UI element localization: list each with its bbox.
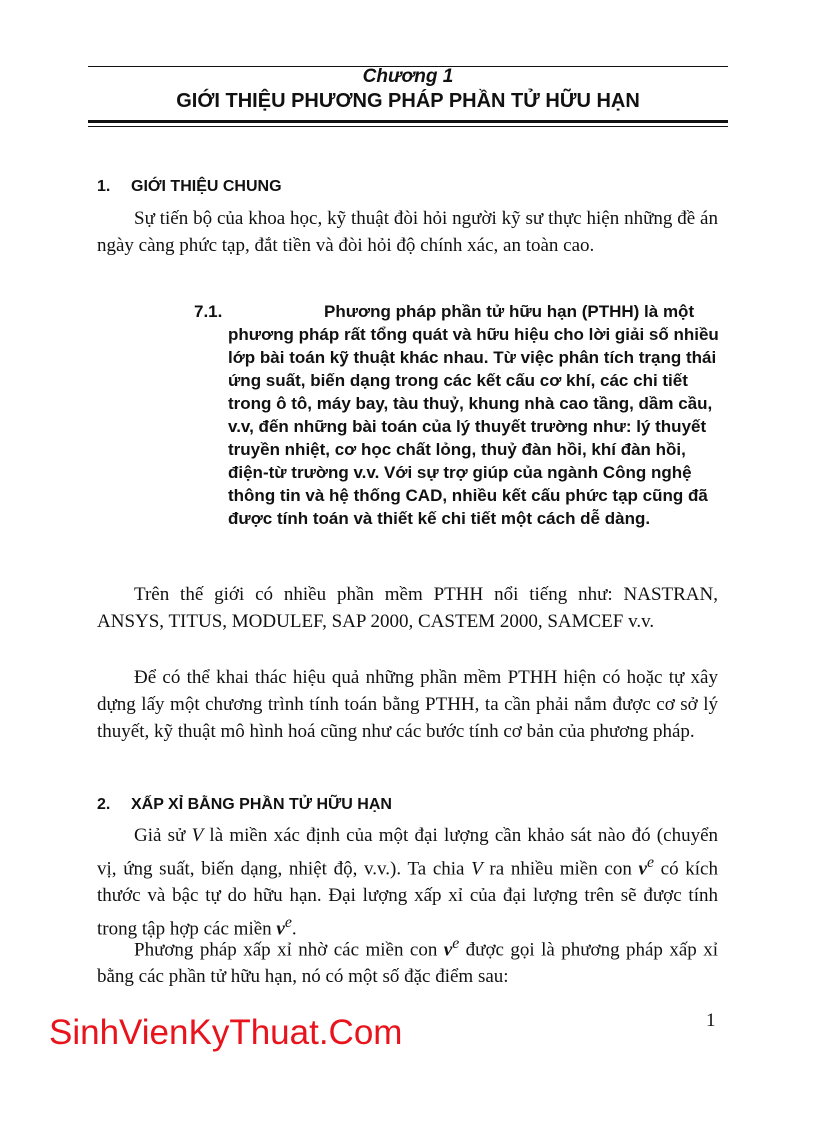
section-1-paragraph-3: Để có thể khai thác hiệu quả những phần mềm PTHH hiện có hoặc tự xây dựng lấy một chương trình tính toán bằng PTHH, ta cần phải nắm được cơ sở lý thuyết, kỹ thuật mô hình hoá cũng như các bước tính cơ bản của phương pháp.	[97, 667, 718, 742]
numbered-item-label: 7.1.	[194, 302, 223, 321]
watermark-text: SinhVienKyThuat.Com	[49, 1013, 403, 1052]
header-rule-thick	[88, 120, 728, 123]
section-2-title: XẤP XỈ BẰNG PHẦN TỬ HỮU HẠN	[131, 796, 392, 813]
section-2-number: 2.	[97, 796, 111, 813]
numbered-item-7-1	[194, 300, 719, 530]
section-1-paragraph-1: Sự tiến bộ của khoa học, kỹ thuật đòi hỏi người kỹ sư thực hiện những đề án ngày càng phức tạp, đắt tiền và đòi hỏi độ chính xác, an toàn cao.	[97, 208, 718, 256]
section-2-heading	[97, 796, 392, 814]
section-1-number: 1.	[97, 178, 111, 195]
section-1-title: GIỚI THIỆU CHUNG	[131, 178, 282, 195]
chapter-label: Chương 1	[362, 66, 454, 87]
numbered-item-text: Phương pháp phần tử hữu hạn (PTHH) là một phương pháp rất tổng quát và hữu hiệu cho lời giải số nhiều lớp bài toán kỹ thuật khác nhau. Từ việc phân tích trạng thái ứng suất, biến dạng trong các kết cấu cơ khí, các chi tiết trong ô tô, máy bay, tàu thuỷ, khung nhà cao tầng, dầm cầu, v.v, đến những bài toán của lý thuyết trường như: lý thuyết truyền nhiệt, cơ học chất lỏng, thuỷ đàn hồi, khí đàn hồi, điện-từ trường v.v. Với sự trợ giúp của ngành Công nghệ thông tin và hệ thống CAD, nhiều kết cấu phức tạp cũng đã được tính toán và thiết kế chi tiết một cách dễ dàng.	[228, 302, 719, 528]
section-1-heading	[97, 178, 282, 196]
chapter-title: GIỚI THIỆU PHƯƠNG PHÁP PHẦN TỬ HỮU HẠN	[176, 90, 640, 112]
header-rule-thin	[88, 126, 728, 127]
section-2-paragraph-2: Phương pháp xấp xỉ nhờ các miền con $v^e$ được gọi là phương pháp xấp xỉ bằng các phần tử hữu hạn, nó có một số đặc điểm sau:	[97, 935, 718, 988]
section-1-paragraph-2: Trên thế giới có nhiều phần mềm PTHH nổi tiếng như: NASTRAN, ANSYS, TITUS, MODULEF, SAP 2000, CASTEM 2000, SAMCEF v.v.	[97, 584, 718, 632]
section-2-paragraph-1: Giả sử V là miền xác định của một đại lượng cần khảo sát nào đó (chuyển vị, ứng suất, biến dạng, nhiệt độ, v.v.). Ta chia V ra nhiều miền con $v^e$ có kích thước và bậc tự do hữu hạn. Đại lượng xấp xỉ của đại lượng trên sẽ được tính trong tập hợp các miền $v^e$.	[97, 825, 718, 940]
page-number: 1	[706, 1010, 716, 1031]
